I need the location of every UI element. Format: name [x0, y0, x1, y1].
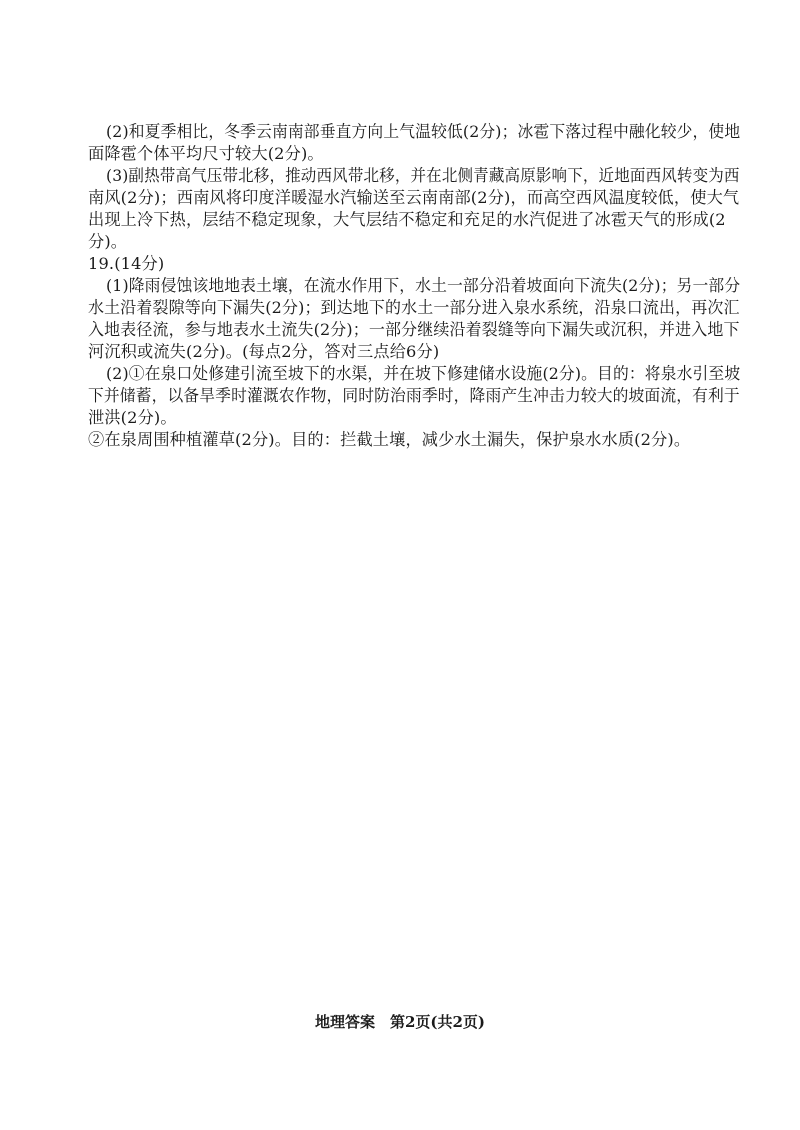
answer-19-2-line-4: ②在泉周围种植灌草(2分)。目的：拦截土壤，减少水土漏失，保护泉水水质(2分)。	[88, 430, 691, 449]
answer-19-1-line-2: 水土沿着裂隙等向下漏失(2分)；到达地下的水土一部分进入泉水系统，沿泉口流出，再次汇	[88, 298, 740, 317]
answer-q3-line-3: 出现上冷下热，层结不稳定现象，大气层结不稳定和充足的水汽促进了冰雹天气的形成(2	[88, 210, 726, 229]
answer-q3-line-2: 南风(2分)；西南风将印度洋暖湿水汽输送至云南南部(2分)，而高空西风温度较低，使大气	[88, 188, 740, 207]
answer-q3-line-1: (3)副热带高气压带北移，推动西风带北移，并在北侧青藏高原影响下，近地面西风转变为西	[106, 166, 740, 185]
answer-q3-line-4: 分)。	[88, 232, 128, 251]
answer-19-1-line-1: (1)降雨侵蚀该地地表土壤，在流水作用下，水土一部分沿着坡面向下流失(2分)；另一部分	[106, 276, 741, 295]
answer-19-2-line-3: 泄洪(2分)。	[88, 408, 177, 427]
answer-19-2-line-2: 下并储蓄，以备旱季时灌溉农作物，同时防治雨季时，降雨产生冲击力较大的坡面流，有利于	[88, 386, 740, 405]
answer-19-1-line-3: 入地表径流，参与地表水土流失(2分)；一部分继续沿着裂缝等向下漏失或沉积，并进入地下	[88, 320, 740, 339]
answer-q2-line-2: 面降雹个体平均尺寸较大(2分)。	[88, 144, 324, 163]
answer-19-1-line-4: 河沉积或流失(2分)。(每点2分，答对三点给6分)	[88, 342, 440, 361]
page-footer: 地理答案 第2页(共2页)	[314, 1013, 486, 1031]
question-19-heading: 19.(14分)	[88, 254, 165, 273]
answer-q2-line-1: (2)和夏季相比，冬季云南南部垂直方向上气温较低(2分)；冰雹下落过程中融化较少，使地	[106, 122, 741, 141]
answer-19-2-line-1: (2)①在泉口处修建引流至坡下的水渠，并在坡下修建储水设施(2分)。目的：将泉水引至坡	[106, 364, 741, 383]
